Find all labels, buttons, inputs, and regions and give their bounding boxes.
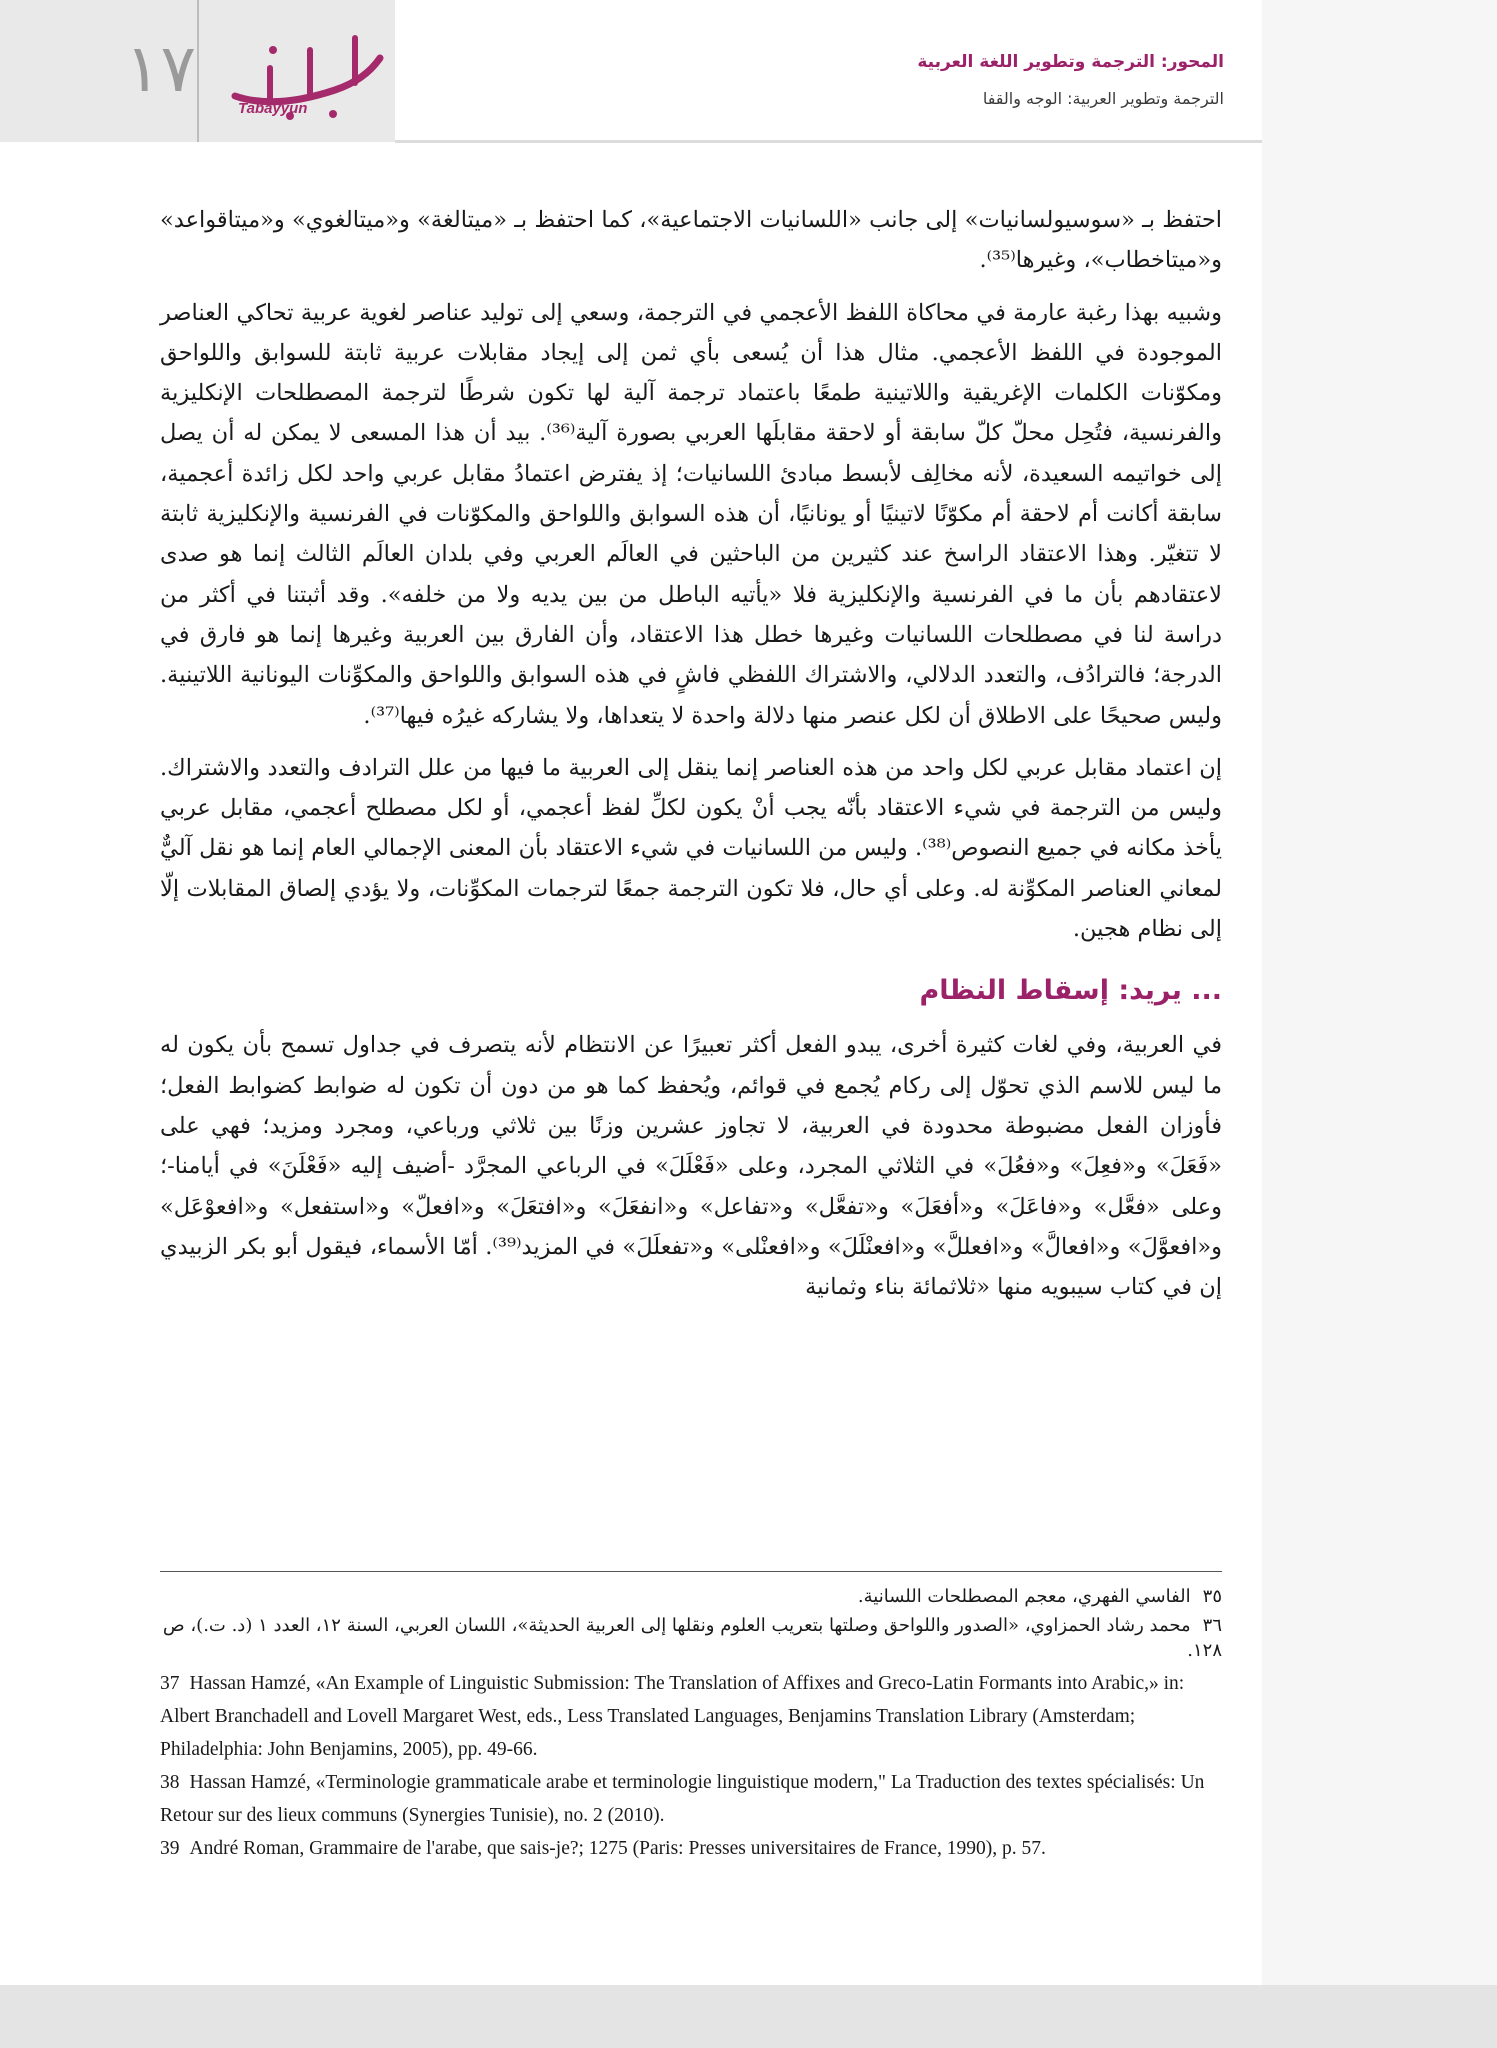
paragraph-3: إن اعتماد مقابل عربي لكل واحد من هذه العناصر إنما ينقل إلى العربية ما فيها من علل الترادف والتعدد والاشتراك. وليس من الترجمة في شيء الاعتقاد بأنّه يجب أنْ يكون لكلِّ لفظ أعجمي، أو لكل مصطلح أعجمي، مقابل عربي يأخذ مكانه في جميع النصوص⁽³⁸⁾. وليس من اللسانيات في شيء الاعتقاد بأن المعنى الإجمالي العام إنما هو نقل آليٌّ لمعاني العناصر المكوِّنة له. وعلى أي حال، فلا تكون الترجمة جمعًا لترجمات المكوِّنات، ولا يؤدي إلصاق المقابلات إلّا إلى نظام هجين. <box>160 754 1223 943</box>
header-rule <box>395 140 1262 143</box>
running-header <box>917 50 1224 110</box>
page-number: ١٧ <box>125 30 196 107</box>
footnote-text: Hassan Hamzé, «An Example of Linguistic Submission: The Translation of Affixes and Greco-Latin Formants into Arabic,» in: Albert Branchadell and Lovell Margaret West, eds., Less Translated Languages, Benjamins Translation Library (Amsterdam; Philadelphia: John Benjamins, 2005), pp. 49-66. <box>160 1673 1185 1760</box>
logo-latin-text: Tabayyun <box>238 100 308 117</box>
footnote-35 <box>160 1584 1222 1609</box>
footnote-number: 39 <box>160 1838 180 1859</box>
section-heading: ... يريد: إسقاط النظام <box>919 975 1222 1007</box>
footnote-text: محمد رشاد الحمزاوي، «الصدور واللواحق وصلتها بتعريب العلوم ونقلها إلى العربية الحديثة»، اللسان العربي، السنة ١٢، العدد ١ (د. ت.)، ص ١٢٨. <box>162 1615 1222 1661</box>
axis-title: المحور: الترجمة وتطوير اللغة العربية <box>917 52 1224 72</box>
footnote-37 <box>160 1667 1222 1766</box>
footnote-text: André Roman, Grammaire de l'arabe, que sais-je?; 1275 (Paris: Presses universitaires de France, 1990), p. 57. <box>189 1838 1046 1859</box>
footnote-number: 37 <box>160 1673 180 1694</box>
footnote-number: ٣٦ <box>1202 1615 1222 1636</box>
main-text <box>160 200 1222 1319</box>
page-margin-bottom <box>0 1985 1497 2048</box>
paragraph-1: احتفظ بـ «سوسيولسانيات» إلى جانب «اللسانيات الاجتماعية»، كما احتفظ بـ «ميتالغة» و«ميتالغوي» و«ميتاقواعد» و«ميتاخطاب»، وغيرها⁽³⁵⁾. <box>160 207 1222 274</box>
paragraph-2: وشبيه بهذا رغبة عارمة في محاكاة اللفظ الأعجمي في الترجمة، وسعي إلى توليد عناصر لغوية عربية تحاكي العناصر الموجودة في اللفظ الأعجمي. مثال هذا أن يُسعى بأي ثمن إلى إيجاد مقابلات عربية ثابتة للسوابق واللواحق ومكوّنات الكلمات الإغريقية واللاتينية طمعًا باعتماد ترجمة آلية لها تكون شرطًا لترجمة المصطلحات الإنكليزية والفرنسية، فتُحِل محلّ كلّ سابقة أو لاحقة مقابلَها العربي بصورة آلية⁽³⁶⁾. بيد أن هذا المسعى لا يمكن له أن يصل إلى خواتيمه السعيدة، لأنه مخالِف لأبسط مبادئ اللسانيات؛ إذ يفترض اعتمادُ مقابل عربي واحد لكل زائدة أعجمية، سابقة أكانت أم لاحقة أم مكوّنًا لاتينيًا أو يونانيًا، أن هذه السوابق واللواحق والمكوّنات في الفرنسية والإنكليزية ثابتة لا تتغيّر. وهذا الاعتقاد الراسخ عند كثيرين من الباحثين في العالَم العربي وفي بلدان العالَم الثالث إنما هو صدى لاعتقادهم بأن ما في الفرنسية والإنكليزية فلا «يأتيه الباطل من بين يديه ولا من خلفه». وقد أثبتنا في أكثر من دراسة لنا في مصطلحات اللسانيات وغيرها خطل هذا الاعتقاد، وأن الفارق بين العربية وغيرها إنما هو فارق في الدرجة؛ فالترادُف، والتعدد الدلالي، والاشتراك اللفظي فاشٍ في هذه السوابق واللواحق والمكوِّنات اليونانية اللاتينية. وليس صحيحًا على الاطلاق أن لكل عنصر منها دلالة واحدة لا يتعداها، ولا يشاركه غيرُه فيها⁽³⁷⁾. <box>160 299 1222 729</box>
footnote-text: Hassan Hamzé, «Terminologie grammaticale arabe et terminologie linguistique modern," La Traduction des textes spécialisés: Un Retour sur des lieux communs (Synergies Tunisie), no. 2 (2010). <box>160 1772 1205 1826</box>
footnote-separator <box>160 1571 1222 1572</box>
article-title: الترجمة وتطوير العربية: الوجه والقفا <box>982 89 1224 108</box>
footnote-36 <box>160 1613 1222 1663</box>
footnote-38 <box>160 1766 1222 1832</box>
footnotes <box>160 1584 1222 1865</box>
footnote-39 <box>160 1832 1222 1865</box>
header-divider <box>197 0 199 142</box>
footnote-number: ٣٥ <box>1202 1586 1222 1607</box>
footnote-number: 38 <box>160 1772 180 1793</box>
footnote-text: الفاسي الفهري، معجم المصطلحات اللسانية. <box>857 1586 1191 1607</box>
section-paragraph: في العربية، وفي لغات كثيرة أخرى، يبدو الفعل أكثر تعبيرًا عن الانتظام لأنه يتصرف في جداول تسمح بأن يكون له ما ليس للاسم الذي تحوّل إلى ركام يُجمع في قوائم، ويُحفظ كما هو من دون أن تكون له ضوابط كضوابط الفعل؛ فأوزان الفعل مضبوطة محدودة في العربية، لا تجاوز عشرين وزنًا بين ثلاثي ورباعي، ومجرد ومزيد؛ فهي على «فَعَلَ» و«فعِلَ» و«فعُلَ» في الثلاثي المجرد، وعلى «فَعْلَلَ» في الرباعي المجرَّد -أضيف إليه «فَعْلَنَ» في أيامنا-؛ وعلى «فعَّل» و«فاعَلَ» و«أفعَلَ» و«تفعَّل» و«تفاعل» و«انفعَلَ» و«افتعَلَ» و«افعلّ» و«استفعل» و«افعوْعَل» و«افعوَّلَ» و«افعالَّ» و«افعللَّ» و«افعنْلَلَ» و«افعنْلى» و«تفعلَلَ» في المزيد⁽³⁹⁾. أمّا الأسماء، فيقول أبو بكر الزبيدي إن في كتاب سيبويه منها «ثلاثمائة بناء وثمانية <box>160 1032 1223 1301</box>
page-margin-right <box>1262 0 1497 2048</box>
